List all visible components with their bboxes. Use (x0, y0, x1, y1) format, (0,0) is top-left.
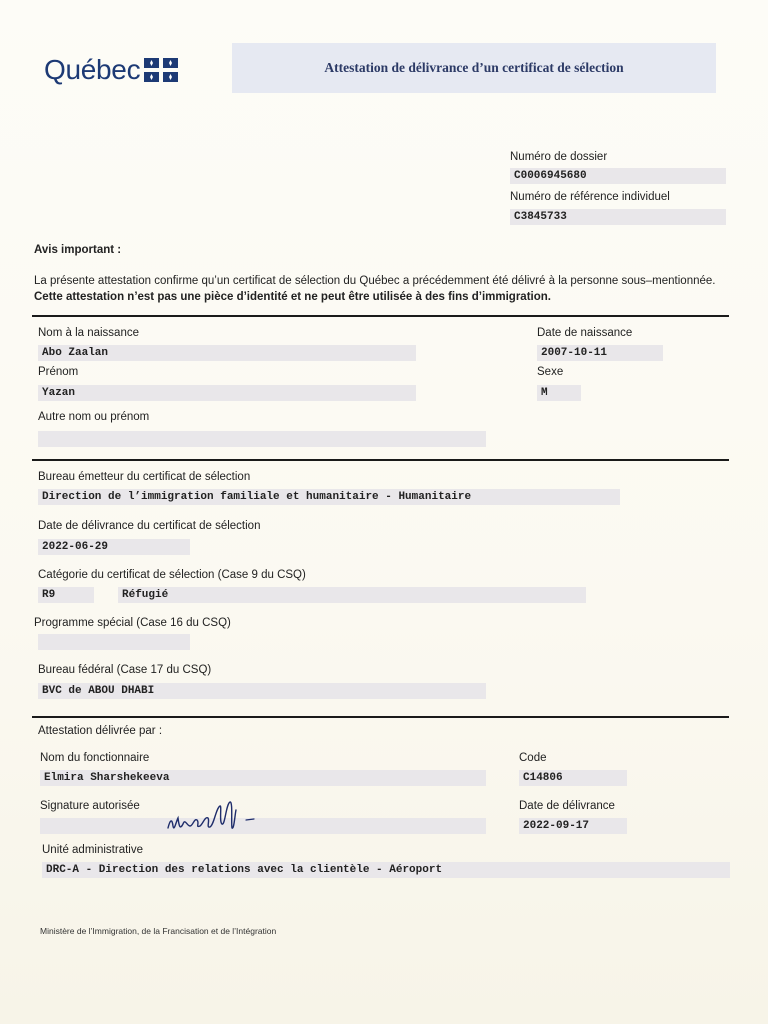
federal-value: BVC de ABOU DHABI (38, 683, 486, 699)
section-divider (32, 459, 729, 461)
quebec-fleur-de-lis-flag-icon (144, 58, 178, 82)
sexe-value: M (537, 385, 581, 401)
unite-label: Unité administrative (42, 844, 143, 856)
bureau-value: Direction de l’immigration familiale et humanitaire - Humanitaire (38, 489, 620, 505)
notice-heading: Avis important : (34, 244, 122, 256)
prenom-label: Prénom (38, 366, 79, 378)
programme-value (38, 634, 190, 650)
document-title: Attestation de délivrance d’un certificat de sélection (324, 60, 624, 75)
date-naissance-label: Date de naissance (537, 327, 633, 339)
reference-label: Numéro de référence individuel (510, 191, 670, 203)
signature-label: Signature autorisée (40, 800, 140, 812)
fonctionnaire-value: Elmira Sharshekeeva (40, 770, 486, 786)
ministry-footer: Ministère de l’Immigration, de la Francisation et de l’Intégration (40, 926, 277, 936)
handwritten-signature (162, 796, 272, 842)
section-divider (32, 315, 729, 317)
date-naissance-value: 2007-10-11 (537, 345, 663, 361)
reference-value: C3845733 (510, 209, 726, 225)
date-delivrance-value: 2022-09-17 (519, 818, 627, 834)
sexe-label: Sexe (537, 366, 564, 378)
date-delivrance-certificat-value: 2022-06-29 (38, 539, 190, 555)
categorie-value: Réfugié (118, 587, 586, 603)
notice-text: La présente attestation confirme qu’un certificat de sélection du Québec a précédemment été délivré à la personne sous–mentionnée. (34, 275, 716, 287)
federal-label: Bureau fédéral (Case 17 du CSQ) (38, 664, 212, 676)
numero-dossier-label: Numéro de dossier (510, 151, 608, 163)
quebec-logo-text: Québec (44, 54, 141, 85)
programme-label: Programme spécial (Case 16 du CSQ) (34, 617, 231, 629)
notice-text-block (34, 273, 734, 305)
autre-nom-label: Autre nom ou prénom (38, 411, 150, 423)
nom-label: Nom à la naissance (38, 327, 139, 339)
autre-nom-value (38, 431, 486, 447)
date-delivrance-certificat-label: Date de délivrance du certificat de sélection (38, 520, 261, 532)
document-title-box (232, 43, 716, 93)
attestation-heading: Attestation délivrée par : (38, 725, 163, 737)
section-divider (32, 716, 729, 718)
unite-value: DRC-A - Direction des relations avec la clientèle - Aéroport (42, 862, 730, 878)
categorie-label: Catégorie du certificat de sélection (Case 9 du CSQ) (38, 569, 306, 581)
prenom-value: Yazan (38, 385, 416, 401)
categorie-code-value: R9 (38, 587, 94, 603)
date-delivrance-label: Date de délivrance (519, 800, 615, 812)
notice-text-bold: Cette attestation n’est pas une pièce d’identité et ne peut être utilisée à des fins d’immigration. (34, 291, 551, 303)
nom-value: Abo Zaalan (38, 345, 416, 361)
bureau-label: Bureau émetteur du certificat de sélection (38, 471, 251, 483)
fonctionnaire-label: Nom du fonctionnaire (40, 752, 150, 764)
numero-dossier-value: C0006945680 (510, 168, 726, 184)
code-value: C14806 (519, 770, 627, 786)
code-label: Code (519, 752, 547, 764)
